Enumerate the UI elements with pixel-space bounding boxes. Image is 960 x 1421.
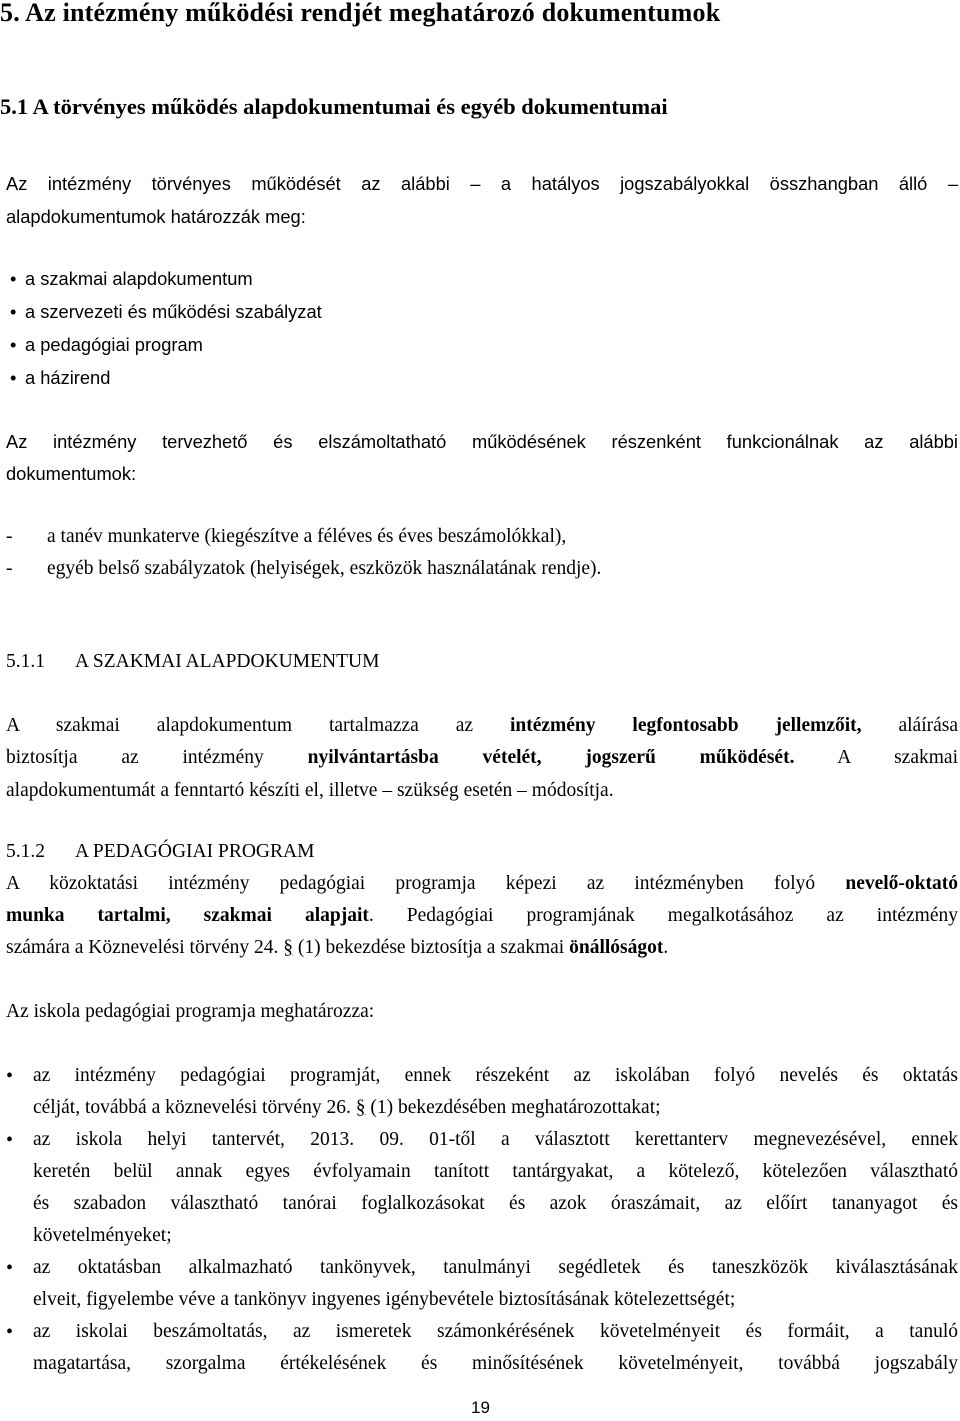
intro-line-1: Az intézmény törvényes működését az alábbi – a hatályos jogszabályokkal összhangban álló –	[6, 173, 958, 194]
subsection-number: 5.1.2	[6, 841, 45, 862]
list-item: a tanév munkaterve (kiegészítve a féléves és éves beszámolókkal),	[47, 526, 567, 547]
list-item-line: az oktatásban alkalmazható tankönyvek, tanulmányi segédletek és taneszközök kiválasztásának	[33, 1257, 958, 1278]
text-run: A közoktatási intézmény pedagógiai programja képezi az intézményben folyó	[6, 873, 816, 894]
plannable-line-2: dokumentumok:	[6, 463, 137, 484]
subsection-title: A PEDAGÓGIAI PROGRAM	[75, 841, 315, 862]
bullet-icon: •	[6, 1129, 14, 1151]
chapter-heading: 5. Az intézmény működési rendjét meghatározó dokumentumok	[0, 0, 721, 27]
bullet-icon: •	[10, 268, 17, 289]
subsection-number: 5.1.1	[6, 651, 45, 672]
paragraph-line	[6, 900, 958, 932]
bullet-icon: •	[6, 1321, 14, 1343]
section-sign: §	[355, 1097, 366, 1118]
section-sign: §	[283, 937, 293, 958]
intro-line-2: alapdokumentumok határozzák meg:	[6, 206, 306, 227]
dash-marker: -	[6, 558, 13, 579]
list-item: a házirend	[25, 367, 111, 388]
paragraph-line	[6, 868, 958, 900]
bold-text: önállóságot	[569, 937, 664, 958]
bullet-icon: •	[10, 367, 17, 388]
dash-marker: -	[6, 526, 13, 547]
bold-text: munka tartalmi, szakmai alapjait	[6, 905, 369, 926]
section-heading: 5.1 A törvényes működés alapdokumentumai és egyéb dokumentumai	[0, 94, 668, 119]
subsection-title: A SZAKMAI ALAPDOKUMENTUM	[75, 651, 380, 672]
bullet-icon: •	[10, 334, 17, 355]
text-run: A szakmai alapdokumentum tartalmazza az	[6, 715, 474, 736]
paragraph-line	[6, 710, 958, 742]
text-run: (1) bekezdésében meghatározottakat;	[370, 1097, 661, 1118]
paragraph-line	[6, 742, 958, 774]
bullet-icon: •	[6, 1065, 14, 1087]
text-run: (1) bekezdése biztosítja a szakmai	[297, 937, 565, 958]
list-item-line: elveit, figyelembe véve a tankönyv ingyenes igénybevétele biztosításának kötelezettségét;	[33, 1289, 736, 1310]
text-run: A szakmai	[837, 747, 958, 768]
text-run	[6, 905, 958, 926]
list-item-line: és szabadon választható tanórai foglalkozásokat és azok óraszámait, az előírt tananyagot és	[33, 1193, 958, 1214]
text-run: . Pedagógiai programjának megalkotásához az intézmény	[368, 905, 958, 926]
bullet-icon: •	[10, 301, 17, 322]
text-run: .	[663, 937, 669, 958]
text-run: célját, továbbá a köznevelési törvény 26.	[33, 1097, 351, 1118]
list-item-line: az intézmény pedagógiai programját, ennek részeként az iskolában folyó nevelés és oktatás	[33, 1065, 958, 1086]
program-intro: Az iskola pedagógiai programja meghatározza:	[6, 1001, 375, 1022]
bold-text: nyilvántartásba vételét, jogszerű működését.	[307, 747, 795, 768]
list-item: a szakmai alapdokumentum	[25, 268, 253, 289]
text-run: számára a Köznevelési törvény 24.	[6, 937, 279, 958]
list-item-line: az iskola helyi tantervét, 2013. 09. 01-től a választott kerettanterv megnevezésével, ennek	[33, 1129, 958, 1150]
text-run: biztosítja az intézmény	[6, 747, 264, 768]
list-item: a pedagógiai program	[25, 334, 203, 355]
list-item-line	[33, 1092, 661, 1124]
list-item-line: keretén belül annak egyes évfolyamain tanított tantárgyakat, a kötelező, kötelezően választható	[33, 1161, 958, 1182]
list-item: a szervezeti és működési szabályzat	[25, 301, 322, 322]
list-item-line: magatartása, szorgalma értékelésének és minősítésének követelményeit, továbbá jogszabály	[33, 1353, 958, 1374]
text-run: aláírása	[898, 715, 959, 736]
bold-text: nevelő-oktató	[845, 873, 958, 894]
plannable-line-1: Az intézmény tervezhető és elszámoltatható működésének részenként funkcionálnak az alábbi	[6, 431, 958, 452]
bullet-icon: •	[6, 1257, 14, 1279]
list-item: egyéb belső szabályzatok (helyiségek, eszközök használatának rendje).	[47, 558, 602, 579]
paragraph-line	[6, 932, 668, 964]
list-item-line: az iskolai beszámoltatás, az ismeretek számonkérésének követelményeit és formáit, a tanuló	[33, 1321, 958, 1342]
page-number: 19	[471, 1398, 490, 1417]
paragraph-line: alapdokumentumát a fenntartó készíti el, illetve – szükség esetén – módosítja.	[6, 780, 614, 801]
list-item-line: követelményeket;	[33, 1225, 172, 1246]
bold-text: intézmény legfontosabb jellemzőit,	[509, 715, 862, 736]
